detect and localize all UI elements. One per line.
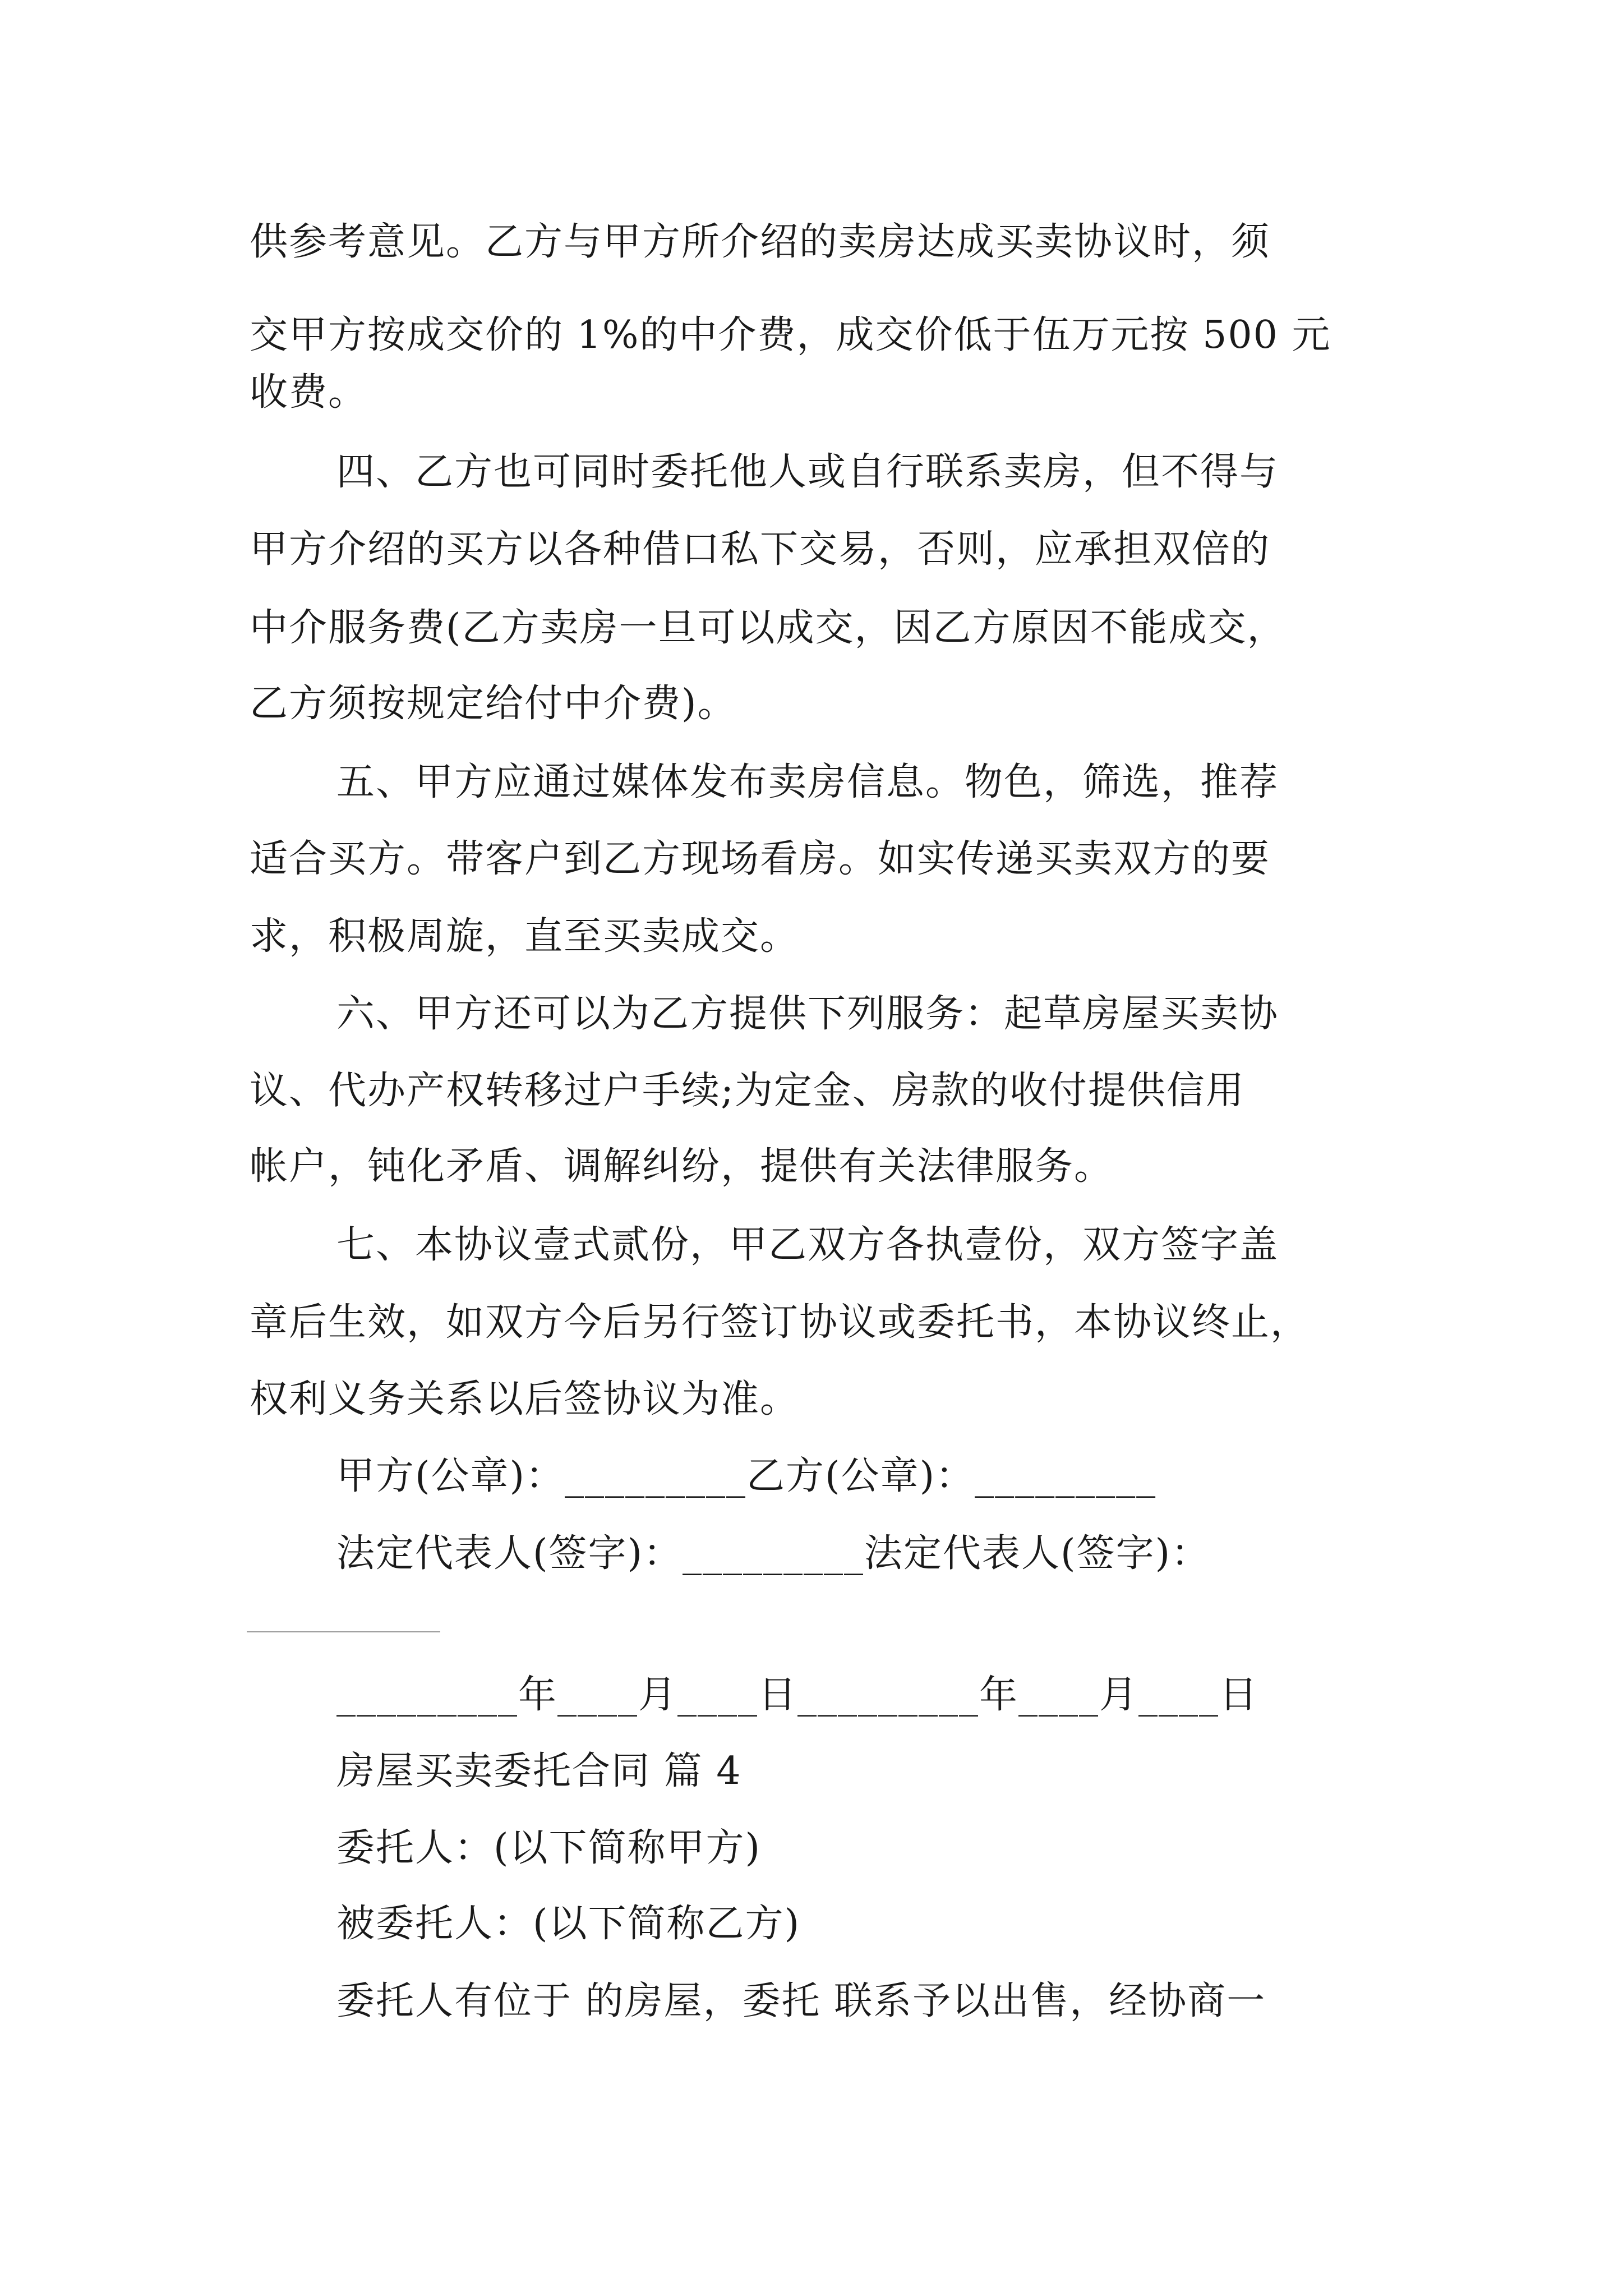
paragraph-line: 中介服务费(乙方卖房一旦可以成交，因乙方原因不能成交， bbox=[250, 606, 1287, 650]
section-heading: 房屋买卖委托合同 篇 4 bbox=[336, 1749, 742, 1793]
paragraph-line: 帐户，钝化矛盾、调解纠纷，提供有关法律服务。 bbox=[250, 1144, 1114, 1189]
paragraph-line: 六、甲方还可以为乙方提供下列服务：起草房屋买卖协 bbox=[336, 992, 1279, 1036]
signature-blank-rule bbox=[247, 1631, 440, 1632]
paragraph-line: 章后生效，如双方今后另行签订协议或委托书，本协议终止， bbox=[250, 1300, 1310, 1345]
paragraph-line: 交甲方按成交价的 1%的中介费，成交价低于伍万元按 500 元 bbox=[250, 313, 1331, 357]
client-line: 委托人：(以下简称甲方) bbox=[336, 1826, 762, 1870]
paragraph-line: 供参考意见。乙方与甲方所介绍的卖房达成买卖协议时，须 bbox=[250, 220, 1271, 264]
paragraph-line: 甲方介绍的买方以各种借口私下交易，否则，应承担双倍的 bbox=[250, 527, 1271, 572]
paragraph-line: 权利义务关系以后签协议为准。 bbox=[250, 1377, 800, 1421]
paragraph-line: 求，积极周旋，直至买卖成交。 bbox=[250, 914, 800, 959]
paragraph-line: 收费。 bbox=[250, 370, 368, 415]
paragraph-line: 七、本协议壹式贰份，甲乙双方各执壹份，双方签字盖 bbox=[336, 1223, 1279, 1267]
paragraph-line: 五、甲方应通过媒体发布卖房信息。物色，筛选，推荐 bbox=[336, 760, 1279, 804]
paragraph-line: 乙方须按规定给付中介费)。 bbox=[250, 682, 737, 726]
signature-line-representative: 法定代表人(签字)：_________法定代表人(签字)： bbox=[336, 1531, 1211, 1576]
paragraph-line: 适合买方。带客户到乙方现场看房。如实传递买卖双方的要 bbox=[250, 837, 1271, 881]
paragraph-line: 四、乙方也可同时委托他人或自行联系卖房，但不得与 bbox=[336, 450, 1279, 494]
date-line: _________年____月____日_________年____月____日 bbox=[336, 1673, 1259, 1717]
paragraph-line: 议、代办产权转移过户手续;为定金、房款的收付提供信用 bbox=[250, 1069, 1245, 1113]
agent-line: 被委托人：(以下简称乙方) bbox=[336, 1902, 801, 1946]
signature-line-seal: 甲方(公章)：_________乙方(公章)：_________ bbox=[336, 1454, 1157, 1498]
paragraph-line: 委托人有位于 的房屋，委托 联系予以出售，经协商一 bbox=[336, 1979, 1266, 2023]
